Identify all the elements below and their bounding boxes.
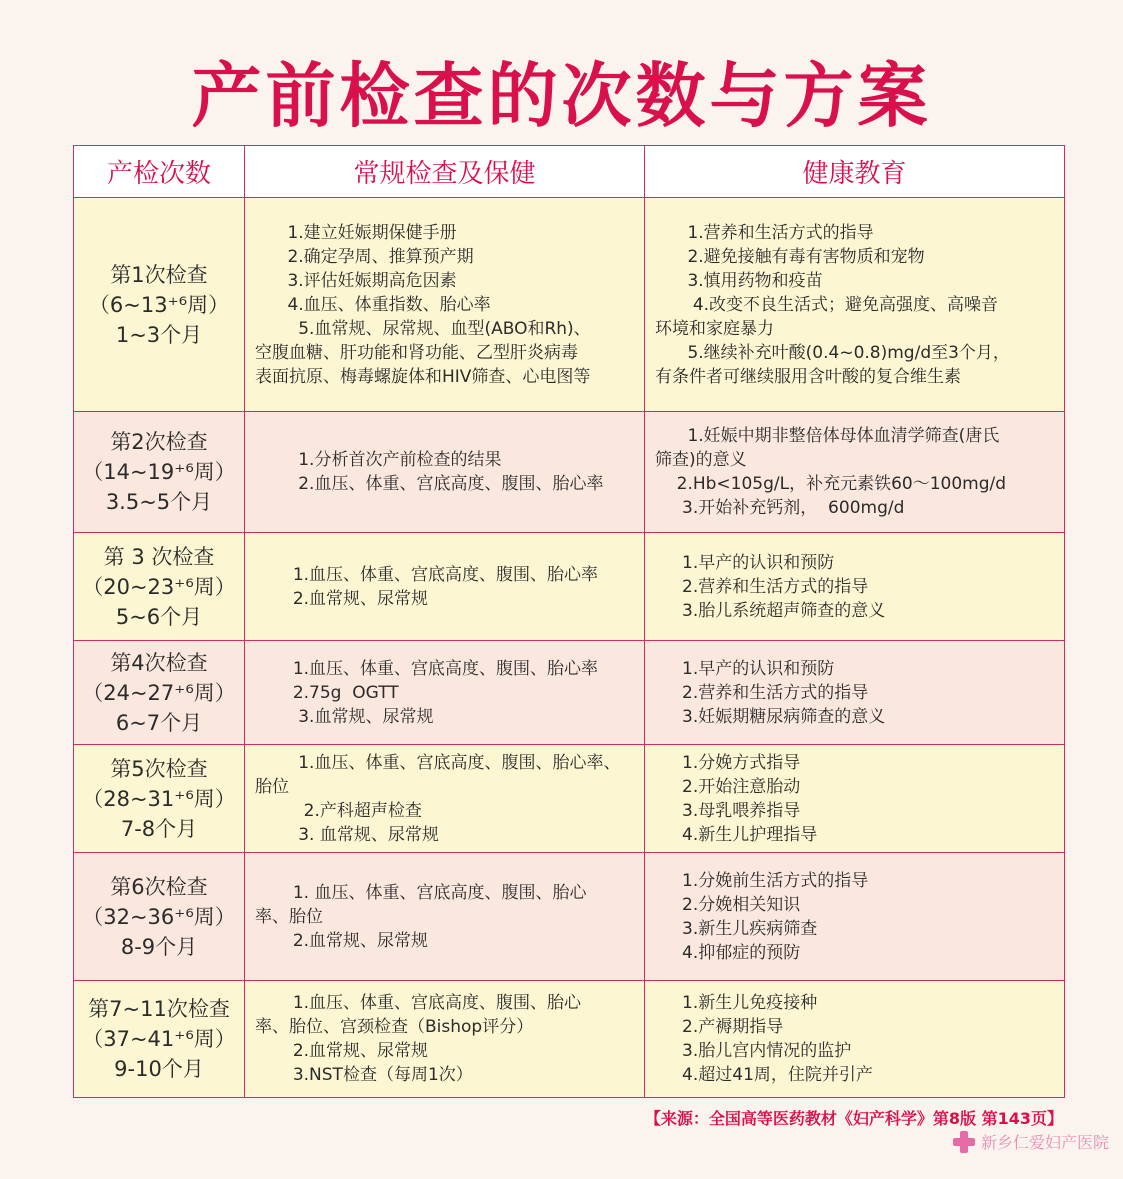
routine-cell [245, 981, 645, 1098]
routine-item: 1.分析首次产前检查的结果 [255, 450, 502, 470]
visit-line: 1~3个月 [115, 322, 203, 347]
visit-line: 5~6个月 [115, 604, 203, 629]
education-item: 2.营养和生活方式的指导 [655, 576, 869, 597]
hospital-name: 新乡仁爱妇产医院 [980, 1133, 1109, 1152]
education-cell [645, 641, 1065, 745]
routine-item: 2.血常规、尿常规 [255, 930, 429, 951]
routine-item: 率、胎位、宫颈检查（Bishop评分） [255, 1017, 534, 1037]
routine-item: 1.建立妊娠期保健手册 [255, 222, 457, 243]
routine-cell [245, 745, 645, 853]
routine-item: 1.血压、体重、宫底高度、腹围、胎心率、 [255, 752, 621, 773]
education-item: 筛查)的意义 [655, 450, 747, 470]
education-item: 1.分娩前生活方式的指导 [655, 870, 869, 891]
routine-cell [245, 198, 645, 412]
visit-line: （6~13⁺⁶周） [88, 292, 230, 317]
visit-cell [74, 533, 245, 641]
visit-line: （32~36⁺⁶周） [82, 904, 236, 929]
education-cell [645, 981, 1065, 1098]
routine-cell [245, 853, 645, 981]
visit-line: 6~7个月 [115, 710, 203, 735]
routine-item: 1. 血压、体重、宫底高度、腹围、胎心 [255, 882, 587, 903]
visit-line: 9-10个月 [114, 1057, 204, 1081]
visit-cell [74, 853, 245, 981]
table-row [74, 198, 1065, 412]
routine-item: 2.75g OGTT [255, 682, 399, 703]
visit-line: 第 3 次检查 [103, 544, 215, 569]
routine-item: 3.NST检查（每周1次） [255, 1065, 473, 1085]
table-row [74, 641, 1065, 745]
education-item: 3.胎儿系统超声筛查的意义 [655, 600, 886, 621]
routine-item: 2.血常规、尿常规 [255, 588, 429, 609]
education-item: 环境和家庭暴力 [655, 318, 774, 339]
table-row [74, 533, 1065, 641]
header-education: 健康教育 [645, 146, 1065, 198]
visit-line: （24~27⁺⁶周） [82, 680, 236, 705]
routine-item: 空腹血糖、肝功能和肾功能、乙型肝炎病毒 [255, 342, 578, 363]
routine-item: 2.确定孕周、推算预产期 [255, 246, 474, 267]
routine-cell [245, 412, 645, 533]
routine-item: 表面抗原、梅毒螺旋体和HIV筛查、心电图等 [255, 366, 591, 387]
education-cell [645, 412, 1065, 533]
education-item: 3.母乳喂养指导 [655, 800, 801, 821]
table-header-row [74, 146, 1065, 198]
visit-cell [74, 981, 245, 1098]
visit-line: 第4次检查 [110, 650, 208, 675]
visit-line: 第6次检查 [110, 874, 208, 899]
table-row [74, 853, 1065, 981]
education-item: 2.避免接触有毒有害物质和宠物 [655, 246, 925, 267]
routine-item: 3.血常规、尿常规 [255, 706, 434, 727]
routine-item: 3.评估妊娠期高危因素 [255, 270, 457, 291]
education-item: 1.分娩方式指导 [655, 752, 801, 773]
routine-item: 2.产科超声检查 [255, 800, 422, 821]
routine-item: 2.血压、体重、宫底高度、腹围、胎心率 [255, 474, 604, 494]
education-item: 1.营养和生活方式的指导 [655, 222, 874, 243]
education-item: 5.继续补充叶酸(0.4~0.8)mg/d至3个月， [655, 342, 1010, 363]
table-row [74, 745, 1065, 853]
education-cell [645, 198, 1065, 412]
education-item: 3.慎用药物和疫苗 [655, 270, 823, 291]
routine-item: 1.血压、体重、宫底高度、腹围、胎心率 [255, 564, 599, 585]
visit-line: 7-8个月 [120, 816, 198, 841]
source-citation: 【来源：全国高等医药教材《妇产科学》第8版 第143页】 [644, 1109, 1063, 1128]
education-item: 4.新生儿护理指导 [655, 824, 818, 845]
visit-cell [74, 641, 245, 745]
education-item: 4.超过41周，住院并引产 [655, 1065, 873, 1085]
education-cell [645, 853, 1065, 981]
education-item: 3.开始补充钙剂， 600mg/d [655, 498, 905, 518]
education-item: 有条件者可继续服用含叶酸的复合维生素 [655, 366, 961, 387]
education-item: 4.抑郁症的预防 [655, 942, 801, 963]
routine-item: 4.血压、体重指数、胎心率 [255, 294, 491, 315]
visit-line: 8-9个月 [120, 934, 198, 959]
header-routine: 常规检查及保健 [245, 146, 645, 198]
education-item: 3.妊娠期糖尿病筛查的意义 [655, 706, 886, 727]
education-item: 2.分娩相关知识 [655, 894, 801, 915]
routine-item: 5.血常规、尿常规、血型(ABO和Rh)、 [255, 318, 591, 339]
table-row [74, 412, 1065, 533]
education-item: 3.新生儿疾病筛查 [655, 918, 818, 939]
exam-table [73, 145, 1065, 1098]
visit-cell [74, 412, 245, 533]
visit-line: 3.5~5个月 [105, 490, 213, 514]
education-cell [645, 533, 1065, 641]
education-item: 3.胎儿宫内情况的监护 [655, 1041, 852, 1061]
visit-line: 第2次检查 [110, 430, 208, 454]
routine-item: 率、胎位 [255, 906, 323, 927]
visit-line: （14~19⁺⁶周） [82, 460, 236, 484]
table-row [74, 981, 1065, 1098]
visit-line: （37~41⁺⁶周） [82, 1027, 236, 1051]
routine-cell [245, 533, 645, 641]
routine-cell [245, 641, 645, 745]
education-item: 2.营养和生活方式的指导 [655, 682, 869, 703]
visit-line: 第1次检查 [110, 262, 208, 287]
visit-line: 第5次检查 [110, 756, 208, 781]
page-title: 产前检查的次数与方案 [191, 55, 932, 137]
education-item: 1.新生儿免疫接种 [655, 993, 818, 1013]
visit-line: 第7~11次检查 [88, 997, 230, 1021]
routine-item: 3. 血常规、尿常规 [255, 824, 439, 845]
visit-cell [74, 745, 245, 853]
education-item: 2.产褥期指导 [655, 1017, 784, 1037]
education-item: 1.早产的认识和预防 [655, 658, 835, 679]
header-visit: 产检次数 [74, 146, 245, 198]
education-item: 1.早产的认识和预防 [655, 552, 835, 573]
visit-line: （28~31⁺⁶周） [82, 786, 236, 811]
routine-item: 2.血常规、尿常规 [255, 1041, 429, 1061]
education-item: 2.Hb<105g/L，补充元素铁60～100mg/d [655, 474, 1007, 494]
routine-item: 1.血压、体重、宫底高度、腹围、胎心率 [255, 658, 599, 679]
medical-cross-icon [953, 1131, 975, 1153]
education-item: 2.开始注意胎动 [655, 776, 801, 797]
education-item: 1.妊娠中期非整倍体母体血清学筛查(唐氏 [655, 426, 1000, 446]
routine-item: 1.血压、体重、宫底高度、腹围、胎心 [255, 993, 582, 1013]
visit-line: （20~23⁺⁶周） [82, 574, 236, 599]
hospital-logo [953, 1130, 1109, 1153]
education-item: 4.改变不良生活式；避免高强度、高噪音 [655, 294, 999, 315]
routine-item: 胎位 [255, 776, 289, 797]
visit-cell [74, 198, 245, 412]
education-cell [645, 745, 1065, 853]
